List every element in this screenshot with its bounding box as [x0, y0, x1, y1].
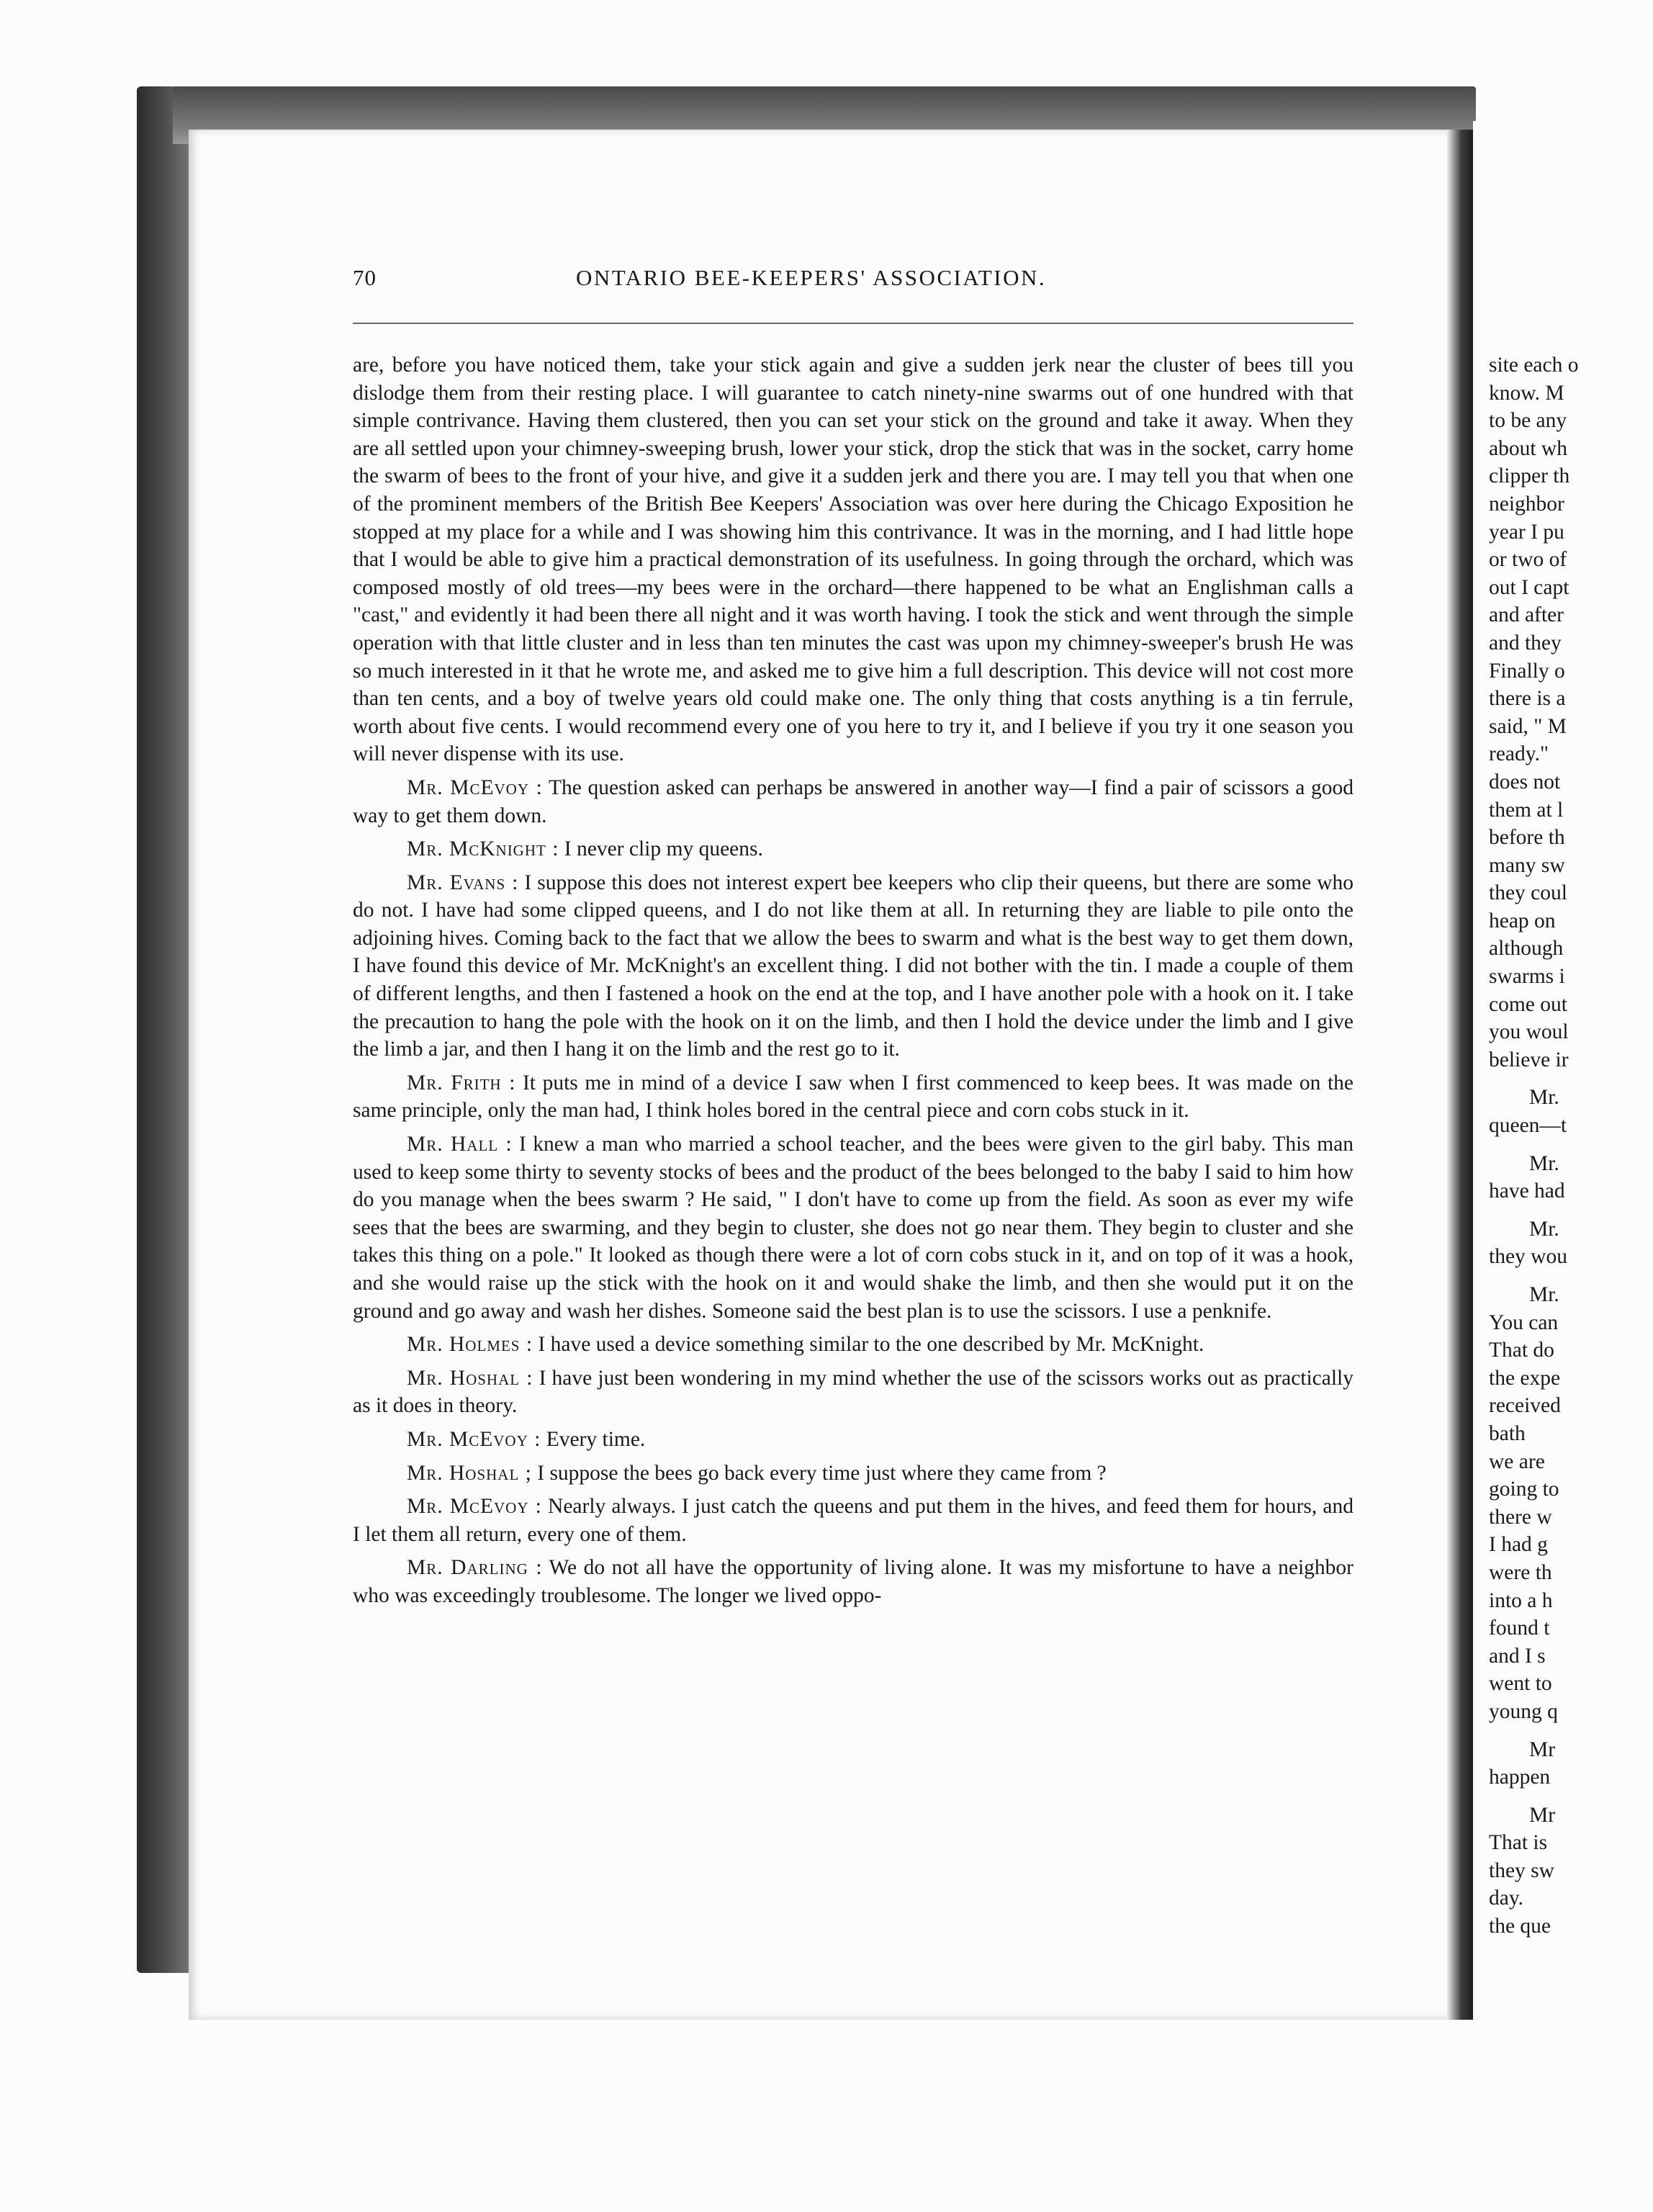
paragraph: [353, 1331, 1354, 1359]
fragment-line: does not: [1489, 770, 1561, 793]
fragment-line: and I s: [1489, 1644, 1546, 1668]
fragment-line: they wou: [1489, 1245, 1567, 1269]
fragment-line: site each o: [1489, 354, 1579, 377]
paragraph-text: are, before you have noticed them, take your stick again and give a sudden jerk near the cluster of bees till you dislodge them from their resting place. I will guarantee to catch ninety-nine swarms out of one hundred with that simple contrivance. Having them clustered, then you can set your stick on the ground and take it away. When they are all settled upon your chimney-sweeping brush, lower your stick, drop the stick that was in the socket, carry home the swarm of bees to the front of your hive, and give it a sudden jerk and there you are. I may tell you that when one of the prominent members of the British Bee Keepers' Association was over here during the Chicago Exposition he stopped at my place for a while and I was showing him this contrivance. It was in the morning, and I had little hope that I would be able to give him a practical demonstration of its usefulness. In going through the orchard, which was composed mostly of old trees—my bees were in the orchard—there happened to be what an Englishman calls a "cast," and evidently it had been there all night and it was worth having. I took the stick and went through the simple operation with that little cluster and in less than ten minutes the cast was upon my chimney-sweeper's brush He was so much interested in it that he wrote me, and asked me to give him a full description. This device will not cost more than ten cents, and a boy of twelve years old could make one. The only thing that costs anything is a tin ferrule, worth about five cents. I would recommend every one of you here to try it, and I believe if you try it one season you will never dispense with its use.: [353, 354, 1354, 766]
right-page: [1473, 121, 1653, 2022]
fragment-line: young q: [1489, 1699, 1558, 1723]
fragment-line: Mr.: [1529, 1086, 1559, 1110]
paragraph: [353, 1493, 1354, 1548]
speaker-name: Mr. McEvoy :: [407, 1427, 541, 1451]
paragraph-text: I suppose the bees go back every time just where they came from ?: [537, 1461, 1107, 1485]
fragment-line: although: [1489, 937, 1564, 961]
fragment-line: and they: [1489, 631, 1562, 655]
fragment-line: Finally o: [1489, 659, 1565, 683]
paragraph: [353, 1364, 1354, 1420]
fragment-line: there w: [1489, 1505, 1552, 1529]
fragment-line: to be any: [1489, 409, 1567, 433]
right-page-fragments: [1489, 351, 1653, 1941]
paragraph: [353, 1069, 1354, 1125]
fragment-line: them at l: [1489, 798, 1564, 822]
fragment-line: year I pu: [1489, 520, 1564, 544]
running-title: ONTARIO BEE-KEEPERS' ASSOCIATION.: [576, 265, 1047, 290]
left-page-body: [353, 351, 1354, 1616]
fragment-line: Mr.: [1529, 1151, 1559, 1175]
fragment-line: bath: [1489, 1421, 1526, 1445]
speaker-name: Mr. Holmes :: [407, 1333, 533, 1357]
fragment-line: I had g: [1489, 1533, 1548, 1557]
fragment-line: Mr: [1529, 1737, 1556, 1761]
fragment-line: neighbor: [1489, 492, 1564, 516]
paragraph-gap: [1489, 1271, 1653, 1281]
paragraph: [353, 1460, 1354, 1488]
paragraph: [353, 774, 1354, 830]
paragraph-gap: [1489, 1791, 1653, 1802]
speaker-name: Mr. Hoshal :: [407, 1366, 533, 1390]
header-rule: [353, 323, 1354, 324]
fragment-line: there is a: [1489, 687, 1566, 711]
paragraph-gap: [1489, 1726, 1653, 1736]
paragraph: [353, 1426, 1354, 1454]
speaker-name: Mr. Hall :: [407, 1133, 513, 1156]
paragraph-text: The question asked can perhaps be answered in another way—I find a pair of scissors a good way to get them down.: [353, 775, 1354, 827]
paragraph-text: Nearly always. I just catch the queens and put them in the hives, and feed them for hours, and I let them all return, every one of them.: [353, 1495, 1354, 1546]
fragment-line: they sw: [1489, 1858, 1554, 1882]
speaker-name: Mr. McKnight :: [407, 837, 559, 861]
paragraph: [353, 1130, 1354, 1325]
speaker-name: Mr. Evans :: [407, 871, 519, 894]
paragraph-text: I never clip my queens.: [564, 837, 763, 861]
fragment-line: went to: [1489, 1672, 1552, 1696]
fragment-line: they coul: [1489, 881, 1567, 905]
paragraph-text: I knew a man who married a school teacher, and the bees were given to the girl baby. This man used to keep some thirty to seventy stocks of bees and the product of the bees belonged to the baby I said to him how do you manage when the bees swarm ? He said, " I don't have to come up from the field. As soon as ever my wife sees that the bees are swarming, and they begin to cluster, she does not go near them. They begin to cluster and she takes this thing on a pole." It looked as though there were a lot of corn cobs stuck in it, and on top of it was a hook, and she would raise up the stick with the hook on it and would shake the limb, and then she would put it on the ground and go away and wash her dishes. Someone said the best plan is to use the scissors. I use a penknife.: [353, 1133, 1354, 1323]
fragment-line: That is: [1489, 1831, 1548, 1855]
speaker-name: Mr. McEvoy :: [407, 1495, 542, 1519]
paragraph: [353, 1554, 1354, 1609]
paragraph-gap: [1489, 1205, 1653, 1215]
paragraph-text: I have just been wondering in my mind whether the use of the scissors works out as practically as it does in theory.: [353, 1366, 1354, 1418]
fragment-line: or two of: [1489, 548, 1567, 572]
speaker-name: Mr. Darling :: [407, 1556, 543, 1580]
fragment-line: come out: [1489, 992, 1567, 1016]
fragment-line: You can: [1489, 1310, 1559, 1334]
speaker-name: Mr. Hoshal ;: [407, 1461, 532, 1485]
fragment-line: found t: [1489, 1617, 1550, 1640]
fragment-line: into a h: [1489, 1588, 1553, 1612]
fragment-line: day.: [1489, 1887, 1524, 1910]
fragment-line: swarms i: [1489, 965, 1565, 989]
fragment-line: the expe: [1489, 1366, 1561, 1390]
fragment-line: Mr.: [1529, 1217, 1559, 1241]
fragment-line: said, " M: [1489, 714, 1567, 738]
paragraph-text: We do not all have the opportunity of living alone. It was my misfortune to have a neighbor who was exceedingly troublesome. The longer we lived oppo-: [353, 1556, 1354, 1607]
fragment-line: going to: [1489, 1478, 1559, 1501]
paragraph-gap: [1489, 1140, 1653, 1150]
paragraph-text: It puts me in mind of a device I saw when I first commenced to keep bees. It was made on the same principle, only the man had, I think holes bored in the central piece and corn cobs stuck in it.: [353, 1071, 1354, 1123]
fragment-line: clipper th: [1489, 464, 1570, 488]
fragment-line: have had: [1489, 1179, 1565, 1203]
fragment-line: the que: [1489, 1915, 1551, 1938]
fragment-line: believe ir: [1489, 1048, 1569, 1071]
paragraph: [353, 869, 1354, 1064]
fragment-line: heap on: [1489, 909, 1556, 932]
page-header: [353, 265, 1354, 301]
fragment-line: we are: [1489, 1449, 1545, 1473]
paragraph: [353, 835, 1354, 863]
fragment-line: about wh: [1489, 436, 1567, 460]
fragment-line: queen—t: [1489, 1114, 1567, 1138]
fragment-line: and after: [1489, 603, 1564, 627]
fragment-line: received: [1489, 1394, 1561, 1418]
paragraph: [353, 351, 1354, 768]
fragment-line: Mr: [1529, 1803, 1556, 1827]
fragment-line: were th: [1489, 1560, 1552, 1584]
fragment-line: happen: [1489, 1766, 1551, 1789]
fragment-line: know. M: [1489, 381, 1564, 405]
fragment-line: That do: [1489, 1339, 1554, 1362]
fragment-line: before th: [1489, 826, 1565, 850]
paragraph-text: I have used a device something similar to the one described by Mr. McKnight.: [538, 1333, 1204, 1357]
paragraph-text: Every time.: [546, 1427, 646, 1451]
fragment-line: Mr.: [1529, 1283, 1559, 1306]
paragraph-gap: [1489, 1074, 1653, 1084]
fragment-line: out I capt: [1489, 575, 1569, 599]
speaker-name: Mr. Frith :: [407, 1071, 516, 1094]
page-number: 70: [353, 265, 377, 290]
fragment-line: you woul: [1489, 1020, 1569, 1044]
fragment-line: many sw: [1489, 853, 1565, 877]
speaker-name: Mr. McEvoy :: [407, 775, 543, 799]
paragraph-text: I suppose this does not interest expert bee keepers who clip their queens, but there are some who do not. I have had some clipped queens, and I do not like them at all. In returning they are liable to pile onto the adjoining hives. Coming back to the fact that we allow the bees to swarm and what is the best way to get them down, I have found this device of Mr. McKnight's an excellent thing. I did not bother with the tin. I made a couple of them of different lengths, and then I fastened a hook on the end at the top, and I have another pole with a hook on it. I take the precaution to hang the pole with the hook on it on the limb, and then I hold the device under the limb and I give the limb a jar, and then I hang it on the limb and the rest go to it.: [353, 871, 1354, 1061]
book-gutter: [1447, 130, 1473, 2020]
fragment-line: ready.": [1489, 742, 1549, 766]
